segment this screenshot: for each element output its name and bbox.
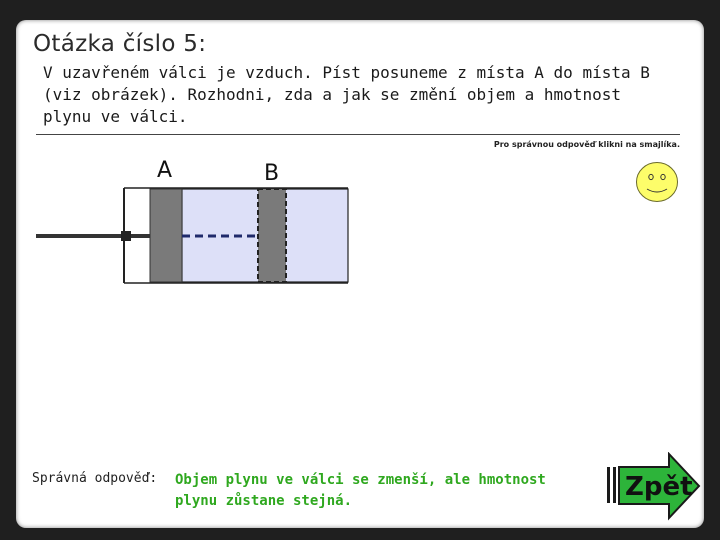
answer-label: Správná odpověď: [32, 471, 158, 486]
answer-text: Objem plynu ve válci se zmenší, ale hmotnost plynu zůstane stejná. [175, 472, 546, 509]
whiteboard [16, 20, 704, 528]
back-button[interactable] [605, 452, 701, 522]
label-position-a: A [157, 158, 173, 183]
back-button-label: Zpět [625, 472, 693, 502]
slide-title: Otázka číslo 5: [33, 31, 207, 57]
label-position-b: B [264, 161, 280, 186]
question-text: V uzavřeném válci je vzduch. Píst posuneme z místa A do místa B (viz obrázek). Rozhodni, zda a jak se změní objem a hmotnost plynu ve válci. [43, 63, 650, 126]
smiley-face-icon[interactable] [635, 161, 679, 203]
hint-text: Pro správnou odpověď klikni na smajlíka. [493, 140, 680, 149]
rod-joint [121, 231, 131, 241]
arrow-right-icon [619, 454, 699, 518]
piston-rod [36, 234, 152, 238]
cylinder-diagram [16, 20, 704, 528]
piston-position-b [258, 189, 286, 282]
piston-position-a [150, 189, 182, 282]
